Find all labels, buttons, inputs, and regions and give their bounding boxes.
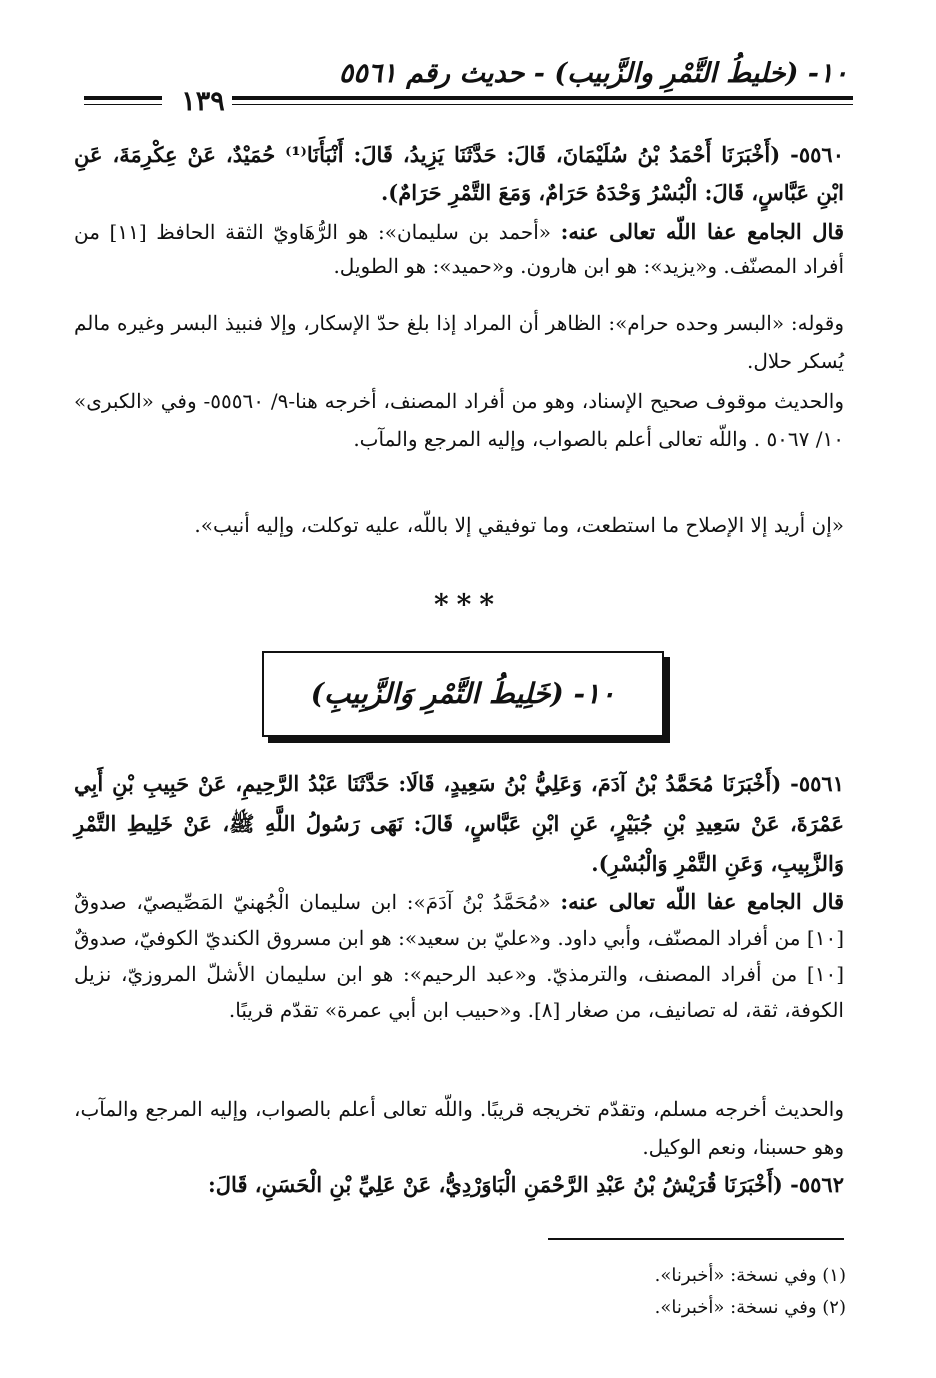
hadith-5562: ٥٥٦٢- (أَخْبَرَنَا قُرَيْشُ بْنُ عَبْدِ الرَّحْمَنِ الْبَاوَرْدِيُّ، عَنْ عَلِيِّ بْنِ الْحَسَنِ، قَالَ: xyxy=(208,1172,844,1197)
footnote-2: (٢) وفي نسخة: «أخبرنا». xyxy=(654,1297,846,1318)
header-rule xyxy=(232,96,853,100)
footnote-1: (١) وفي نسخة: «أخبرنا». xyxy=(654,1265,846,1286)
hadith-5561: ٥٥٦١- (أَخْبَرَنَا مُحَمَّدُ بْنُ آدَمَ، وَعَلِيُّ بْنُ سَعِيدٍ، قَالَا: حَدَّثَنَا عَبْدُ الرَّحِيمِ، عَنْ حَبِيبِ بْنِ أَبِي عَمْرَةَ، عَنْ سَعِيدِ بْنِ جُبَيْرٍ، عَنِ ابْنِ عَبَّاسٍ، قَالَ: نَهَى رَسُولُ اللَّهِ ﷺ، عَنْ خَلِيطِ التَّمْرِ وَالزَّبِيبِ، وَعَنِ التَّمْرِ وَالْبُسْرِ). xyxy=(74,771,844,876)
page-number: ١٣٩ xyxy=(181,86,225,117)
footnote-rule xyxy=(548,1238,844,1240)
running-head: ١٠- (خليطُ التَّمْرِ والزَّبيب) - حديث رقم ٥٥٦١ xyxy=(338,58,848,89)
commentary-5560 xyxy=(74,215,844,283)
closing-dua: «إن أريد إلا الإصلاح ما استطعت، وما توفيقي إلا باللّه، عليه توكلت، وإليه أنيب». xyxy=(194,513,844,537)
commentary-lead: قال الجامع عفا اللّه تعالى عنه: xyxy=(560,219,844,244)
commentary-5560-b: وقوله: «البسر وحده حرام»: الظاهر أن المراد إذا بلغ حدّ الإسكار، وإلا فنبيذ البسر وغيره مالم يُسكر حلال. xyxy=(74,311,844,373)
commentary-text: «أحمد بن سليمان»: هو الرُّهَاويّ الثقة الحافظ [١١] من أفراد المصنّف. و«يزيد»: هو ابن هارون. و«حميد»: هو الطويل. xyxy=(74,220,844,278)
section-separator: *** xyxy=(434,588,502,621)
commentary-5561 xyxy=(74,884,844,1028)
header-rule-short xyxy=(84,96,162,100)
chapter-heading-box xyxy=(262,651,664,737)
commentary-5560-c: والحديث موقوف صحيح الإسناد، وهو من أفراد المصنف، أخرجه هنا-٩/ ٥٥٥٦٠- وفي «الكبرى» ١٠/ ٥٠٦٧ . واللّه تعالى أعلم بالصواب، وإليه المرجع والمآب. xyxy=(74,389,845,451)
header-rule-thin xyxy=(232,104,853,105)
commentary-5561-b: والحديث أخرجه مسلم، وتقدّم تخريجه قريبًا. واللّه تعالى أعلم بالصواب، وإليه المرجع والمآب، وهو حسبنا، ونعم الوكيل. xyxy=(74,1097,844,1159)
chapter-heading: ١٠- (خَلِيطُ التَّمْرِ وَالزَّبِيبِ) xyxy=(310,677,616,710)
hadith-5560: ٥٥٦٠- (أَخْبَرَنَا أَحْمَدُ بْنُ سُلَيْمَانَ، قَالَ: حَدَّثَنَا يَزِيدُ، قَالَ: أَنْبَأَنَا⁽¹⁾ حُمَيْدٌ، عَنْ عِكْرِمَةَ، عَنِ ابْنِ عَبَّاسٍ، قَالَ: الْبُسْرُ وَحْدَهُ حَرَامٌ، وَمَعَ التَّمْرِ حَرَامٌ). xyxy=(74,142,844,205)
header-rule-short-thin xyxy=(84,104,162,105)
commentary-lead: قال الجامع عفا اللّه تعالى عنه: xyxy=(560,889,845,914)
commentary-text: «مُحَمَّدُ بْنُ آدَمَ»: ابن سليمان الْجُهنيّ المَصِّيصيّ، صدوقٌ [١٠] من أفراد المصنّف، وأبي داود. و«عليّ بن سعيد»: هو ابن مسروق الكنديّ الكوفيّ، صدوقٌ [١٠] من أفراد المصنف، والترمذيّ. و«عبد الرحيم»: هو ابن سليمان الأشلّ المروزيّ، نزيل الكوفة، ثقة، له تصانيف، من صغار [٨]. و«حبيب ابن أبي عمرة» تقدّم قريبًا. xyxy=(74,890,844,1022)
